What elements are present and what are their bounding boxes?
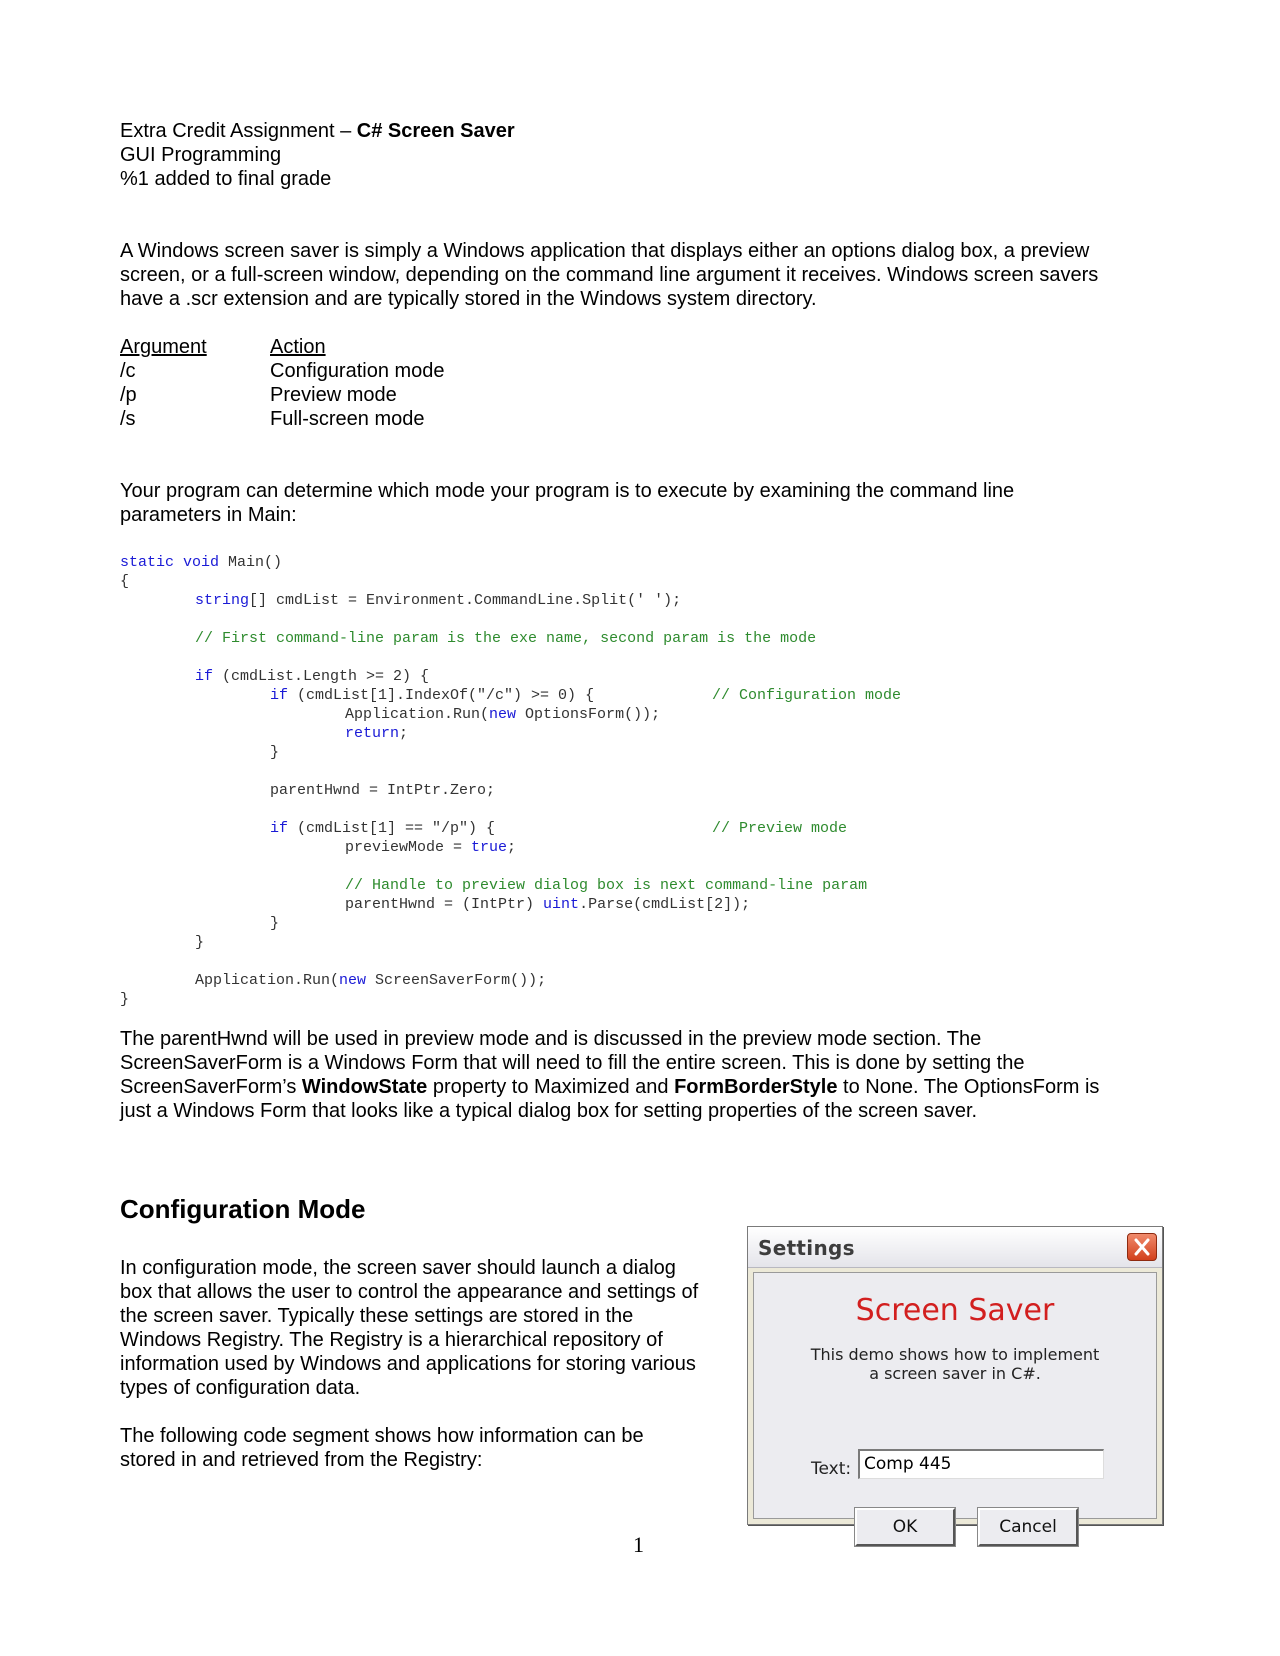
body-line: The following code segment shows how information can be	[120, 1425, 644, 1447]
assignment-title: Extra Credit Assignment – C# Screen Saver	[120, 120, 515, 142]
section-heading: Configuration Mode	[120, 1194, 366, 1224]
code-comment: // Handle to preview dialog box is next command-line param	[345, 877, 868, 894]
code-line: parentHwnd = IntPtr.Zero;	[270, 782, 496, 799]
code-line: if (cmdList.Length >= 2) {	[195, 668, 430, 685]
page-number: 1	[633, 1532, 644, 1557]
body-line: In configuration mode, the screen saver should launch a dialog	[120, 1257, 676, 1279]
body-line: just a Windows Form that looks like a typical dialog box for setting properties of the screen saver.	[120, 1100, 978, 1122]
dialog-description: This demo shows how to implement a screen saver in C#.	[810, 1345, 1100, 1383]
argument-header: Argument	[120, 336, 207, 358]
code-comment: // First command-line param is the exe name, second param is the mode	[195, 630, 817, 647]
code-comment: // Configuration mode	[712, 687, 902, 704]
code-line: }	[270, 744, 280, 761]
code-line: }	[120, 991, 130, 1008]
code-line: parentHwnd = (IntPtr) uint.Parse(cmdList[2]);	[345, 896, 751, 913]
settings-dialog	[747, 1226, 1163, 1537]
action-cell: Configuration mode	[270, 360, 445, 382]
code-line: Application.Run(new OptionsForm());	[345, 706, 661, 723]
body-line: stored in and retrieved from the Registry:	[120, 1449, 483, 1471]
body-line: ScreenSaverForm is a Windows Form that will need to fill the entire screen. This is done by setting the	[120, 1052, 1025, 1074]
dialog-body	[753, 1272, 1157, 1537]
body-line: types of configuration data.	[120, 1377, 361, 1399]
argument-cell: /c	[120, 360, 136, 382]
body-line: The parentHwnd will be used in preview mode and is discussed in the preview mode section. The	[120, 1028, 982, 1050]
code-line: }	[195, 934, 205, 951]
intro-line: screen, or a full-screen window, depending on the command line argument it receives. Windows screen savers	[120, 264, 1099, 286]
course-name: GUI Programming	[120, 144, 282, 166]
dialog-title: Settings	[758, 1236, 855, 1260]
body-line: box that allows the user to control the appearance and settings of	[120, 1281, 699, 1303]
action-cell: Preview mode	[270, 384, 397, 406]
close-button[interactable]	[1127, 1233, 1157, 1261]
intro-line: A Windows screen saver is simply a Windows application that displays either an options dialog box, a preview	[120, 240, 1090, 262]
body-line: Your program can determine which mode your program is to execute by examining the command line	[120, 480, 1015, 502]
intro-line: have a .scr extension and are typically stored in the Windows system directory.	[120, 288, 817, 310]
argument-cell: /p	[120, 384, 137, 406]
dialog-heading: Screen Saver	[855, 1293, 1055, 1328]
grade-note: %1 added to final grade	[120, 168, 332, 190]
text-input[interactable]: Comp 445	[858, 1449, 1104, 1479]
code-line: return;	[345, 725, 409, 742]
body-line: parameters in Main:	[120, 504, 297, 526]
code-line: if (cmdList[1] == "/p") {	[270, 820, 496, 837]
code-line: Application.Run(new ScreenSaverForm());	[195, 972, 547, 989]
code-comment: // Preview mode	[712, 820, 848, 837]
ok-button[interactable]: OK	[855, 1508, 955, 1546]
code-line: if (cmdList[1].IndexOf("/c") >= 0) {	[270, 687, 595, 704]
cancel-button[interactable]: Cancel	[978, 1508, 1078, 1546]
code-line: }	[270, 915, 280, 932]
code-line: string[] cmdList = Environment.CommandLine.Split(' ');	[195, 592, 682, 609]
body-line: Windows Registry. The Registry is a hierarchical repository of	[120, 1329, 663, 1351]
action-header: Action	[270, 336, 326, 358]
dialog-titlebar	[748, 1227, 1162, 1268]
body-line: information used by Windows and applications for storing various	[120, 1353, 696, 1375]
code-line: {	[120, 573, 130, 590]
body-line: the screen saver. Typically these settings are stored in the	[120, 1305, 634, 1327]
code-line: previewMode = true;	[345, 839, 517, 856]
argument-cell: /s	[120, 408, 136, 430]
close-icon	[1128, 1234, 1156, 1260]
action-cell: Full-screen mode	[270, 408, 425, 430]
text-label: Text:	[811, 1459, 852, 1479]
body-line: ScreenSaverForm’s WindowState property to Maximized and FormBorderStyle to None. The OptionsForm is	[120, 1076, 1100, 1098]
code-line: static void Main()	[120, 554, 283, 571]
